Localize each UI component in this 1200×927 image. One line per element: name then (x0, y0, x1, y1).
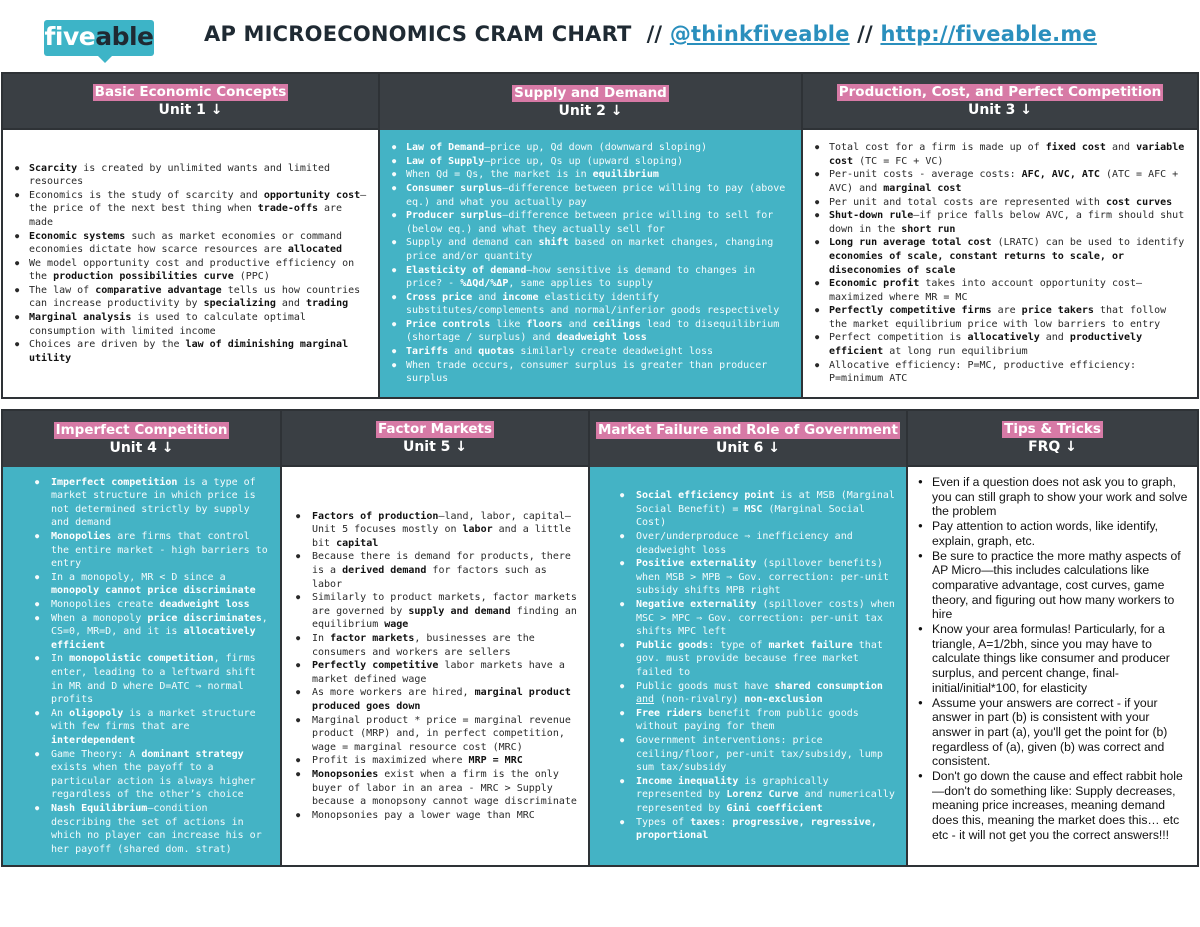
bullet-item: ● We model opportunity cost and productive efficiency on the production possibilities curve (PPC) (15, 257, 368, 284)
bullet-item: ● Supply and demand can shift based on market changes, changing price and/or quantity (392, 236, 791, 263)
bullet-item: ● Negative externality (spillover costs) when MSC > MPC ⇒ Gov. correction: per-unit tax shifts MPC left (590, 598, 898, 639)
unit-6-header (590, 411, 906, 467)
bullet-item: ● Income inequality is graphically represented by Lorenz Curve and numerically represented by Gini coefficient (590, 775, 898, 816)
title-separator-1: // (646, 22, 663, 46)
bullet-item: ● Factors of production—land, labor, capital—Unit 5 focuses mostly on labor and a little bit capital (282, 510, 580, 551)
bullet-item: ● Marginal analysis is used to calculate optimal consumption with limited income (15, 311, 368, 338)
unit-1-label: Unit 1 ↓ (158, 101, 223, 118)
bullet-item: ● Perfectly competitive firms are price takers that follow the market equilibrium price with low barriers to entry (815, 304, 1187, 331)
unit-5-header (282, 411, 588, 467)
bullet-item: ● Tariffs and quotas similarly create deadweight loss (392, 345, 791, 359)
tips-header (908, 411, 1197, 467)
unit-5-column (282, 411, 590, 865)
bullet-item: ● Public goods must have shared consumption and (non-rivalry) non-exclusion (590, 680, 898, 707)
bullet-item: ● Scarcity is created by unlimited wants and limited resources (15, 162, 368, 189)
bullet-item: ● In monopolistic competition, firms enter, leading to a leftward shift in MR and D where D=ATC ⇒ normal profits (3, 652, 272, 706)
bullet-item: ● Pay attention to action words, like identify, explain, graph, etc. (918, 519, 1191, 548)
bullet-item: ● Perfectly competitive labor markets have a market defined wage (282, 659, 580, 686)
bullet-item: ● The law of comparative advantage tells us how countries can increase productivity by specializing and trading (15, 284, 368, 311)
unit-6-label: Unit 6 ↓ (715, 439, 781, 456)
bullet-item: ● Assume your answers are correct - if your answer in part (b) is consistent with your answer in part (a), you'll get the point for (b) regardless of (a), given (b) was correct and consistent. (918, 696, 1191, 770)
bullet-item: ● Per unit and total costs are represented with cost curves (815, 196, 1187, 210)
bullet-item: ● Total cost for a firm is made up of fixed cost and variable cost (TC = FC + VC) (815, 141, 1187, 168)
unit-5-list (282, 510, 580, 823)
title-text: AP MICROECONOMICS CRAM CHART (204, 22, 632, 46)
bullet-item: ● Monopsonies pay a lower wage than MRC (282, 809, 580, 823)
unit-3-header (803, 74, 1197, 130)
bullet-item: ● Game Theory: A dominant strategy exists when the payoff to a particular action is always higher regardless of the other’s choice (3, 748, 272, 802)
bullet-item: ● Marginal product * price = marginal revenue product (MRP) and, in perfect competition, wage = marginal resource cost (MRC) (282, 714, 580, 755)
bullet-item: ● Economic systems such as market economies or command economies dictate how scarce resources are allocated (15, 230, 368, 257)
bullet-item: ● An oligopoly is a market structure with few firms that are interdependent (3, 707, 272, 748)
title-separator-2: // (857, 22, 873, 46)
bullet-item: ● Government interventions: price ceiling/floor, per-unit tax/subsidy, lump sum tax/subsidy (590, 734, 898, 775)
bullet-item: ● Over/underproduce ⇒ inefficiency and deadweight loss (590, 530, 898, 557)
bullet-item: ● Imperfect competition is a type of market structure in which price is not determined strictly by supply and demand (3, 476, 272, 530)
bullet-item: ● Economics is the study of scarcity and opportunity cost—the price of the next best thing when trade-offs are made (15, 189, 368, 230)
tips-label: FRQ ↓ (1028, 438, 1077, 455)
bullet-item: ● Per-unit costs - average costs: AFC, AVC, ATC (ATC = AFC + AVC) and marginal cost (815, 168, 1187, 195)
logo-bubble-tail (96, 54, 114, 63)
bullet-item: ● In factor markets, businesses are the consumers and workers are sellers (282, 632, 580, 659)
page-header (0, 0, 1200, 72)
bullet-item: ● Choices are driven by the law of diminishing marginal utility (15, 338, 368, 365)
unit-6-column (590, 411, 908, 865)
unit-3-column (803, 74, 1197, 397)
unit-2-header (380, 74, 801, 130)
units-row-2 (1, 409, 1199, 867)
bullet-item: ● Monopolies are firms that control the entire market - high barriers to entry (3, 530, 272, 571)
unit-2-label: Unit 2 ↓ (558, 102, 623, 119)
bullet-item: ● Monopsonies exist when a firm is the only buyer of labor in an area - MRC > Supply because a monopsony cannot wage discriminate (282, 768, 580, 809)
fiveable-logo[interactable] (44, 20, 154, 60)
tips-list (918, 475, 1191, 843)
unit-4-topic: Imperfect Competition (55, 421, 228, 438)
bullet-item: ● In a monopoly, MR < D since a monopoly cannot price discriminate (3, 571, 272, 598)
unit-4-label: Unit 4 ↓ (109, 439, 174, 456)
bullet-item: ● Long run average total cost (LRATC) can be used to identify economies of scale, constant returns to scale, or diseconomies of scale (815, 236, 1187, 277)
units-row-1 (1, 72, 1199, 399)
logo-text-part1: five (44, 22, 96, 51)
bullet-item: ● Monopolies create deadweight loss (3, 598, 272, 612)
unit-5-topic: Factor Markets (377, 420, 493, 437)
bullet-item: ● Types of taxes: progressive, regressive, proportional (590, 816, 898, 843)
bullet-item: ● Perfect competition is allocatively and productively efficient at long run equilibrium (815, 331, 1187, 358)
unit-6-topic: Market Failure and Role of Government (598, 421, 898, 438)
bullet-item: ● Producer surplus—difference between price willing to sell for (below eq.) and what they actually sell for (392, 209, 791, 236)
unit-4-header (3, 411, 280, 467)
bullet-item: ● Shut-down rule—if price falls below AVC, a firm should shut down in the short run (815, 209, 1187, 236)
bullet-item: ● Social efficiency point is at MSB (Marginal Social Benefit) = MSC (Marginal Social Cost) (590, 489, 898, 530)
unit-1-topic: Basic Economic Concepts (94, 83, 287, 100)
bullet-item: ● Nash Equilibrium—condition describing the set of actions in which no player can increase his or her payoff (shared dom. strat) (3, 802, 272, 856)
unit-4-list (3, 476, 272, 857)
page-title (204, 22, 1097, 46)
bullet-item: ● Law of Demand—price up, Qd down (downward sloping) (392, 141, 791, 155)
unit-1-header (3, 74, 378, 130)
handle-link[interactable]: @thinkfiveable (669, 22, 850, 46)
tips-column (908, 411, 1197, 865)
bullet-item: ● Law of Supply—price up, Qs up (upward sloping) (392, 155, 791, 169)
bullet-item: ● When trade occurs, consumer surplus is greater than producer surplus (392, 359, 791, 386)
bullet-item: ● Know your area formulas! Particularly, for a triangle, A=1/2bh, since you may have to calculate things like consumer and producer surplus, and percent change, final-initial/initial*100, for elasticity (918, 622, 1191, 696)
bullet-item: ● Even if a question does not ask you to graph, you can still graph to show your work and solve the problem (918, 475, 1191, 519)
unit-4-column (3, 411, 282, 865)
website-link[interactable]: http://fiveable.me (880, 22, 1097, 46)
unit-1-column (3, 74, 380, 397)
bullet-item: ● Allocative efficiency: P=MC, productive efficiency: P=minimum ATC (815, 359, 1187, 386)
unit-1-body (3, 130, 378, 397)
unit-3-list (815, 141, 1187, 386)
bullet-item: ● Price controls like floors and ceilings lead to disequilibrium (shortage / surplus) and deadweight loss (392, 318, 791, 345)
bullet-item: ● As more workers are hired, marginal product produced goes down (282, 686, 580, 713)
unit-6-body (590, 467, 906, 865)
bullet-item: ● Elasticity of demand—how sensitive is demand to changes in price? - %ΔQd/%ΔP, same applies to supply (392, 264, 791, 291)
bullet-item: ● Positive externality (spillover benefits) when MSB > MPB ⇒ Gov. correction: per-unit subsidy shifts MPB right (590, 557, 898, 598)
bullet-item: ● When a monopoly price discriminates, CS=0, MR=D, and it is allocatively efficient (3, 612, 272, 653)
bullet-item: ● Don't go down the cause and effect rabbit hole—don't do something like: Supply decreases, meaning price increases, meaning demand does this, meaning the market does this… etc etc - it will not get you the correct answers!!! (918, 769, 1191, 843)
bullet-item: ● Because there is demand for products, there is a derived demand for factors such as labor (282, 550, 580, 591)
bullet-item: ● Profit is maximized where MRP = MRC (282, 754, 580, 768)
tips-body (908, 467, 1197, 865)
unit-5-label: Unit 5 ↓ (402, 438, 468, 455)
unit-2-body (380, 130, 801, 397)
unit-2-list (392, 141, 791, 386)
unit-3-label: Unit 3 ↓ (967, 101, 1033, 118)
unit-4-body (3, 467, 280, 865)
unit-3-body (803, 130, 1197, 397)
bullet-item: ● Be sure to practice the more mathy aspects of AP Micro—this includes calculations like comparative advantage, cost curves, game theory, and figuring out how many workers to hire (918, 549, 1191, 623)
unit-5-body (282, 467, 588, 865)
unit-2-column (380, 74, 803, 397)
bullet-item: ● Cross price and income elasticity identify substitutes/complements and normal/inferior goods respectively (392, 291, 791, 318)
bullet-item: ● Public goods: type of market failure that gov. must provide because free market failed to (590, 639, 898, 680)
bullet-item: ● Consumer surplus—difference between price willing to pay (above eq.) and what you actually pay (392, 182, 791, 209)
unit-1-list (15, 162, 368, 366)
unit-2-topic: Supply and Demand (514, 84, 667, 101)
logo-text-part2: able (95, 22, 154, 51)
bullet-item: ● Free riders benefit from public goods without paying for them (590, 707, 898, 734)
bullet-item: ● Economic profit takes into account opportunity cost—maximized where MR = MC (815, 277, 1187, 304)
unit-6-list (590, 489, 898, 842)
unit-3-topic: Production, Cost, and Perfect Competition (838, 83, 1162, 100)
bullet-item: ● Similarly to product markets, factor markets are governed by supply and demand finding an equilibrium wage (282, 591, 580, 632)
tips-topic: Tips & Tricks (1004, 420, 1101, 437)
logo-text (44, 22, 154, 51)
bullet-item: ● When Qd = Qs, the market is in equilibrium (392, 168, 791, 182)
